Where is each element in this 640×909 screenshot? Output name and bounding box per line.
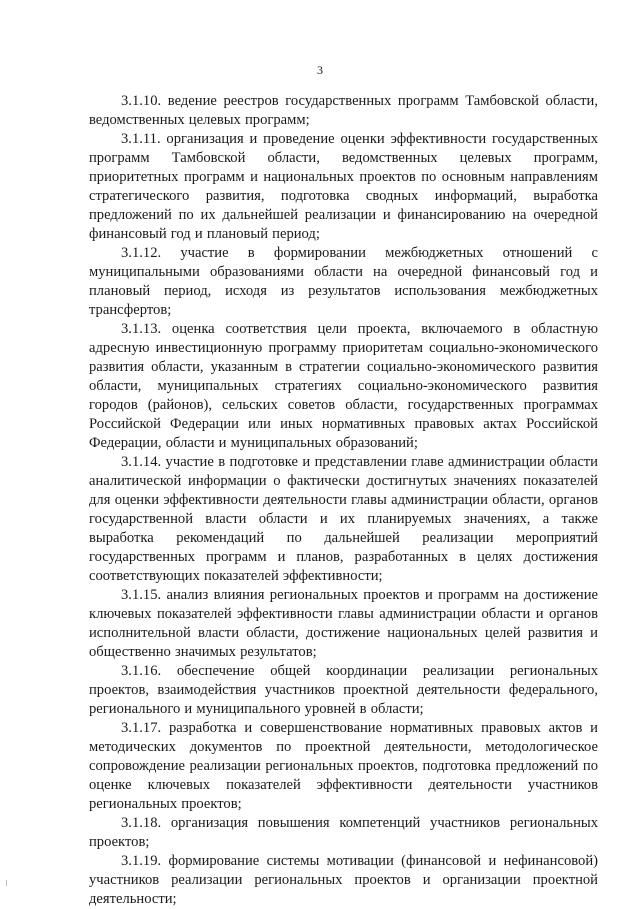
- paragraph-3-1-15: 3.1.15. анализ влияния региональных проектов и программ на достижение ключевых показателей эффективности главы администрации области и органов исполнительной власти области, достижение национальных целей развития и общественно значимых результатов;: [89, 587, 598, 660]
- document-body: [89, 92, 598, 909]
- paragraph-3-1-13: 3.1.13. оценка соответствия цели проекта, включаемого в областную адресную инвестиционную программу приоритетам социально-экономического развития области, указанным в стратегии социально-экономического развития области, муниципальных стратегиях социально-экономического развития городов (районов), сельских советов области, государственных программах Российской Федерации или иных нормативных правовых актах Российской Федерации, области и муниципальных образований;: [89, 321, 598, 451]
- paragraph-3-1-10: 3.1.10. ведение реестров государственных программ Тамбовской области, ведомственных целевых программ;: [89, 93, 598, 128]
- paragraph-3-1-17: 3.1.17. разработка и совершенствование нормативных правовых актов и методических документов по проектной деятельности, методологическое сопровождение реализации региональных проектов, подготовка предложений по оценке ключевых показателей эффективности деятельности участников региональных проектов;: [89, 720, 598, 812]
- paragraph-3-1-18: 3.1.18. организация повышения компетенций участников региональных проектов;: [89, 815, 598, 850]
- paragraph-3-1-12: 3.1.12. участие в формировании межбюджетных отношений с муниципальными образованиями области на очередной финансовый год и плановый период, исходя из результатов использования межбюджетных трансфертов;: [89, 245, 598, 318]
- paragraph-3-1-19: 3.1.19. формирование системы мотивации (финансовой и нефинансовой) участников реализации региональных проектов и организации проектной деятельности;: [89, 853, 598, 907]
- paragraph-3-1-16: 3.1.16. обеспечение общей координации реализации региональных проектов, взаимодействия участников проектной деятельности федерального, регионального и муниципального уровней в области;: [89, 663, 598, 717]
- scan-edge-mark: [6, 880, 7, 886]
- page-number: 3: [317, 63, 323, 77]
- paragraph-3-1-11: 3.1.11. организация и проведение оценки эффективности государственных программ Тамбовской области, ведомственных целевых программ, приоритетных программ и национальных проектов по основным направлениям стратегического развития, подготовка сводных информаций, выработка предложений по их дальнейшей реализации и финансированию на очередной финансовый год и плановый период;: [89, 131, 598, 242]
- paragraph-3-1-14: 3.1.14. участие в подготовке и представлении главе администрации области аналитической информации о фактически достигнутых значениях показателей для оценки эффективности деятельности главы администрации области, органов государственной власти области и их планируемых значениях, а также выработка рекомендаций по дальнейшей реализации мероприятий государственных программ и планов, разработанных в целях достижения соответствующих показателей эффективности;: [89, 454, 598, 584]
